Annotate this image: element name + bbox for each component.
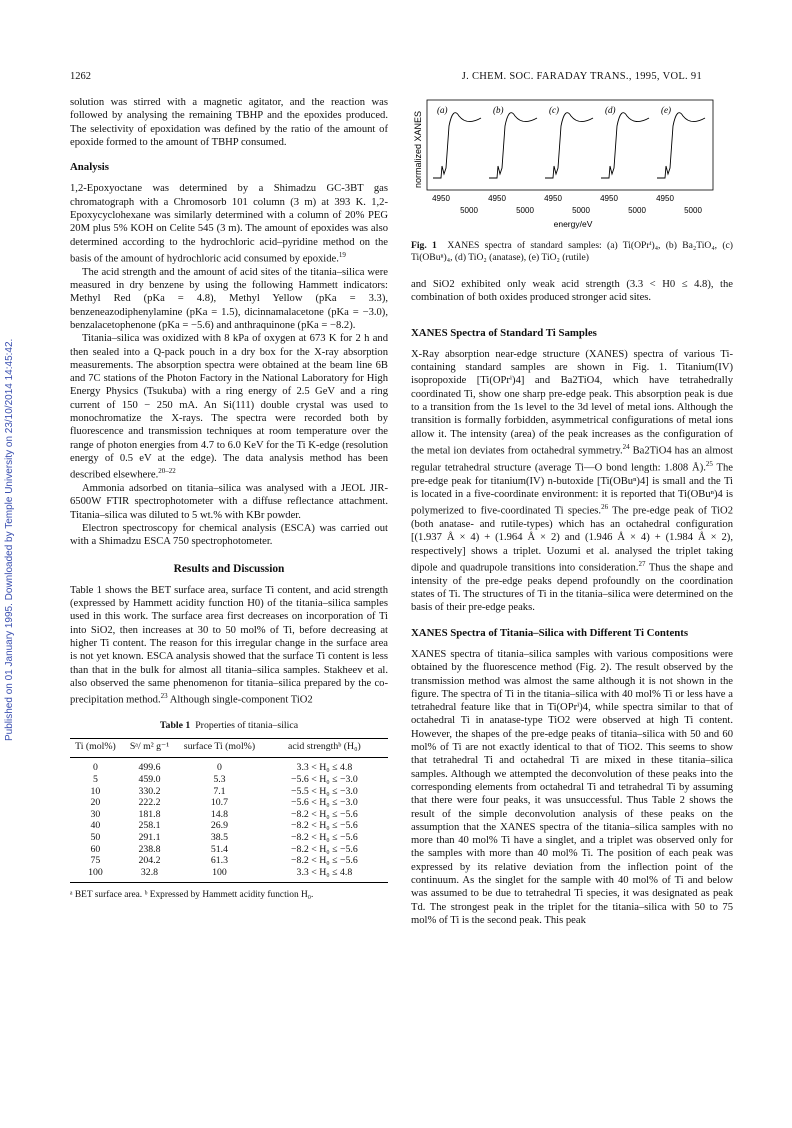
tick-labels-bottom (460, 206, 702, 215)
table-cell: 26.9 (210, 820, 229, 832)
column-header: Sᵃ/ m² g⁻¹ (121, 739, 178, 758)
tick-label: 5000 (516, 206, 534, 215)
table-cell: 10 (90, 785, 101, 797)
table-cell: 258.1 (138, 820, 161, 832)
paragraph: Ammonia adsorbed on titania–silica was analysed with a JEOL JIR-6500W FTIR spectrophotometer with a diffuse reflectance attachment. Titania–silica was diluted to 5 wt.% with KBr powder. (70, 483, 388, 521)
table-cell: −8.2 < H₀ ≤ −5.6 (291, 820, 358, 832)
figure-1 (411, 96, 733, 236)
xanes-plot (411, 96, 733, 236)
spectrum-line (601, 113, 649, 178)
page-number: 1262 (70, 71, 91, 82)
section-heading-analysis: Analysis (70, 161, 110, 174)
table-cell: 499.6 (138, 762, 161, 774)
tick-label: 4950 (544, 194, 562, 203)
table-cell: 75 (90, 855, 101, 867)
spectrum-line (545, 113, 593, 178)
panel-label: (b) (493, 105, 504, 115)
tick-label: 4950 (488, 194, 506, 203)
table-cell: 10.7 (210, 797, 229, 809)
table-cell: 3.3 < H₀ ≤ 4.8 (296, 866, 353, 878)
table-cell: −5.5 < H₀ ≤ −3.0 (291, 785, 358, 797)
table-cell: 51.4 (210, 843, 229, 855)
table-cell: 100 (212, 866, 227, 878)
table-row (70, 758, 388, 774)
table-cell: 40 (90, 820, 101, 832)
table-cell: 7.1 (213, 785, 226, 797)
table-row (70, 820, 388, 832)
table-cell: 5.3 (213, 773, 226, 785)
section-heading-results: Results and Discussion (173, 562, 285, 575)
panel-label: (e) (661, 105, 671, 115)
x-axis-label: energy/eV (553, 219, 593, 229)
column-header: acid strengthᵇ (H₀) (261, 739, 388, 758)
tick-label: 5000 (684, 206, 702, 215)
table-cell: 3.3 < H₀ ≤ 4.8 (296, 762, 353, 774)
table-cell: 181.8 (138, 808, 161, 820)
right-column (411, 96, 733, 927)
column-header: Ti (mol%) (70, 739, 121, 758)
table-body (70, 758, 388, 883)
download-notice: Published on 01 January 1995. Downloaded by Temple University on 23/10/2014 14:45:42. (4, 338, 15, 742)
table-row (70, 786, 388, 798)
paragraph: solution was stirred with a magnetic agitator, and the reaction was followed by analysing the remaining TBHP and the epoxides produced. The selectivity of epoxidation was defined by the ratio of the amount of epoxide formed to the amount of TBHP consumed. (70, 97, 388, 148)
tick-label: 4950 (600, 194, 618, 203)
table-cell: 222.2 (138, 797, 161, 809)
table-cell: 32.8 (140, 866, 159, 878)
tick-label: 5000 (628, 206, 646, 215)
paragraph: XANES spectra of titania–silica samples with various compositions were obtained by the fluorescence method (Fig. 2). The result observed by the transmission method was almost the same although it is not shown in the figure. The spectra of Ti in the titania–silica with 40 mol% Ti or less have a tetrahedral feature like that in Ti(OPrⁱ)4, while spectra similar to that of octahedral Ti in anatase-type TiO2 were observed at high Ti content. However, the shapes of the pre-edge peaks of titania–silica with 50 and 60 mol% of Ti are not exactly identical to that of TiO2. This seems to show that tetrahedral Ti and octahedral Ti are mixed in these titania–silica samples. Although we attempted the deconvolution of these peaks into the corresponding elements from octahedral Ti and tetrahedral Ti by assuming that there were four peaks, it was unsuccessful. Thus Table 2 shows the result of the simple deconvolution analysis of these peaks on the assumption that the XANES spectra of the titania–silica samples with no more than 40 mol% Ti have a singlet, and a triplet was observed only for the samples with more than 40 mol% Ti. The position of each peak was expressed by its relative deviation from the inflection point of the continuum. As the singlet for the sample with 40 mol% of Ti and below was assumed to be due to tetrahedral Ti species, it was designated as peak Td. The strongest peak in the triplet for the titania–silica with 50 to 75 mol% of Ti is the second peak. This peak (411, 648, 733, 926)
section-heading-different: XANES Spectra of Titania–Silica with Different Ti Contents (411, 626, 689, 639)
table-cell: 5 (92, 773, 98, 785)
y-axis-label: normalized XANES (413, 110, 423, 188)
table-cell: 14.8 (210, 808, 229, 820)
table-row (70, 797, 388, 809)
table-cell: 50 (90, 831, 101, 843)
paragraph: The acid strength and the amount of acid sites of the titania–silica were measured in dry benzene by using the following Hammett indicators: Methyl Red (pKa = 4.8), Methyl Yellow (pKa = 3.3), benzeneazodiphenylamine (pKa = 1.5), dicinnamalacetone (pKa = −3.0), benzalacetophenone (pKa = −5.6) and anthraquinone (pKa = −8.2). (70, 266, 388, 331)
table-cell: −8.2 < H₀ ≤ −5.6 (291, 831, 358, 843)
panel-label: (c) (549, 105, 559, 115)
table-cell: 330.2 (138, 785, 161, 797)
table-row (70, 844, 388, 856)
table-cell: 61.3 (210, 855, 229, 867)
spectrum-line (433, 113, 481, 178)
table-cell: 459.0 (138, 773, 161, 785)
paragraph: Titania–silica was oxidized with 8 kPa of oxygen at 673 K for 2 h and then sealed into a Q-pack pouch in a dry box for the X-ray absorption measurements. The absorption spectra were obtained at the beam line 6B and 7C stations of the Photon Factory in the National Laboratory for High Energy Physics (Tsukuba) with a ring energy of 2.5 GeV and a ring current of 150 − 250 mA. An Si(111) double crystal was used to monochromatize the X-rays. The spectra were recorded both by fluorescence and transmission techniques at room temperature over the range of photon energies from 4.7 to 6.0 KeV for the Ti K-edge (resolution energy of 0.5 eV at the edge). The data analysis method has been described elsewhere.$^{20-22}$ (70, 333, 388, 481)
table-cell: 30 (90, 808, 101, 820)
table-1 (70, 738, 388, 883)
table-cell: 100 (88, 866, 103, 878)
table-row (70, 867, 388, 883)
reference: 23 (160, 692, 168, 701)
tick-label: 4950 (432, 194, 450, 203)
table-footnote: ᵃ BET surface area. ᵇ Expressed by Hammett acidity function H₀. (70, 890, 314, 901)
table-cell: −5.6 < H₀ ≤ −3.0 (291, 773, 358, 785)
panel-label: (d) (605, 105, 616, 115)
table-cell: 0 (92, 762, 98, 774)
table-row (70, 832, 388, 844)
table-cell: 204.2 (138, 855, 161, 867)
table-cell: −8.2 < H₀ ≤ −5.6 (291, 808, 358, 820)
reference: 19 (338, 250, 346, 259)
table-row (70, 809, 388, 821)
paragraph: 1,2-Epoxyoctane was determined by a Shimadzu GC-3BT gas chromatograph with a Chromosorb 101 column (3 m) at 393 K. 1,2-Epoxycyclohexane was similarly determined with a column of 20% PEG 20M plus 5% KOH on Celite 545 (3 m). The amount of epoxides was also determined according to the hydrochloric acid–pyridine method on the basis of the amount of hydrochloric acid consumed by epoxide.$^{19}$ (70, 183, 388, 265)
table-cell: −8.2 < H₀ ≤ −5.6 (291, 843, 358, 855)
table-cell: 238.8 (138, 843, 161, 855)
table-row (70, 855, 388, 867)
spectrum-line (657, 113, 705, 178)
table-cell: 38.5 (210, 831, 229, 843)
table-cell: 20 (90, 797, 101, 809)
paragraph: X-Ray absorption near-edge structure (XANES) spectra of various Ti-containing standard samples are shown in Fig. 1. Titanium(IV) isopropoxide [Ti(OPrⁱ)4] and Ba2TiO4, which have tetrahedrally coordinated Ti, show one sharp pre-edge peak. This absorption peak is due to a transition from the 1s level to the 3d level of metal ions. Although the transition is formally forbidden, asymmetrical configurations of metal ions allow it. The intensity (area) of the peak increases as the configuration of the metal ion deviates from octahedral symmetry.$^{24}$ Ba2TiO4 has an almost regular tetrahedral structure (average Ti—O bond length: 1.808 Å).$^{25}$ The pre-edge peak for titanium(IV) n-butoxide [Ti(OBuⁿ)4] is small and the Ti is located in a five-coordinate environment: it is reported that Ti(OBuⁿ)4 is polymerized to five-coordinated Ti species.$^{26}$ The pre-edge peak of TiO2 (both anatase- and rutile-types) which has an octahedral configuration [(1.937 Å × 4) + (1.964 Å × 2) and (1.946 Å × 4) + (1.984 Å × 2), respectively] shows a triplet. Uozumi et al. analysed the triplet taking dipole and quadrupole transitions into consideration.$^{27}$ Thus the shape and intensity of the pre-edge peaks depend profoundly on the coordination states of Ti. The structures of Ti in the titania–silica were determined on the basis of their pre-edge peaks. (411, 348, 734, 614)
reference: 20–22 (158, 467, 176, 476)
figure-caption: Fig. 1 XANES spectra of standard samples: (a) Ti(OPrⁱ)₄, (b) Ba₂TiO₄, (c) Ti(OBuⁿ)₄, (d) TiO₂ (anatase), (e) TiO₂ (rutile) (411, 240, 733, 263)
paragraph: Electron spectroscopy for chemical analysis (ESCA) was carried out with a Shimadzu ESCA 750 spectrophotometer. (70, 522, 388, 548)
paragraph: and SiO2 exhibited only weak acid strength (3.3 < H0 ≤ 4.8), the combination of both oxides produced stronger acid sites. (411, 279, 733, 304)
table-cell: 0 (216, 762, 222, 774)
section-heading-standard: XANES Spectra of Standard Ti Samples (411, 326, 597, 339)
panel-label: (a) (437, 105, 448, 115)
tick-label: 5000 (572, 206, 590, 215)
column-header: surface Ti (mol%) (178, 739, 261, 758)
spectra-group (433, 105, 705, 178)
journal-title: J. CHEM. SOC. FARADAY TRANS., 1995, VOL. 91 (461, 71, 702, 82)
table-row (70, 774, 388, 786)
left-column (70, 96, 388, 903)
paragraph: Table 1 shows the BET surface area, surface Ti content, and acid strength (expressed by Hammett acidity function H0) of the titania–silica samples used in this work. The surface area first decreases on incorporation of Ti into SiO2, then increases at 30 to 50 mol% of Ti, before decreasing at higher Ti content. The reason for this irregular change in the surface area is not yet known. ESCA analysis showed that the surface Ti content is less than that in the bulk for almost all titania–silica samples. Stakheev et al. also observed the same phenomenon for titania–silica prepared by the co-precipitation method.$^{23}$ Although single-component TiO2 (70, 584, 388, 706)
table-cell: −8.2 < H₀ ≤ −5.6 (291, 855, 358, 867)
table-cell: −5.6 < H₀ ≤ −3.0 (291, 797, 358, 809)
table-cell: 60 (90, 843, 101, 855)
tick-label: 5000 (460, 206, 478, 215)
spectrum-line (489, 113, 537, 178)
table-caption: Table 1 Properties of titania–silica (159, 720, 299, 732)
table-cell: 291.1 (138, 831, 161, 843)
tick-label: 4950 (656, 194, 674, 203)
tick-labels-top (432, 194, 674, 203)
